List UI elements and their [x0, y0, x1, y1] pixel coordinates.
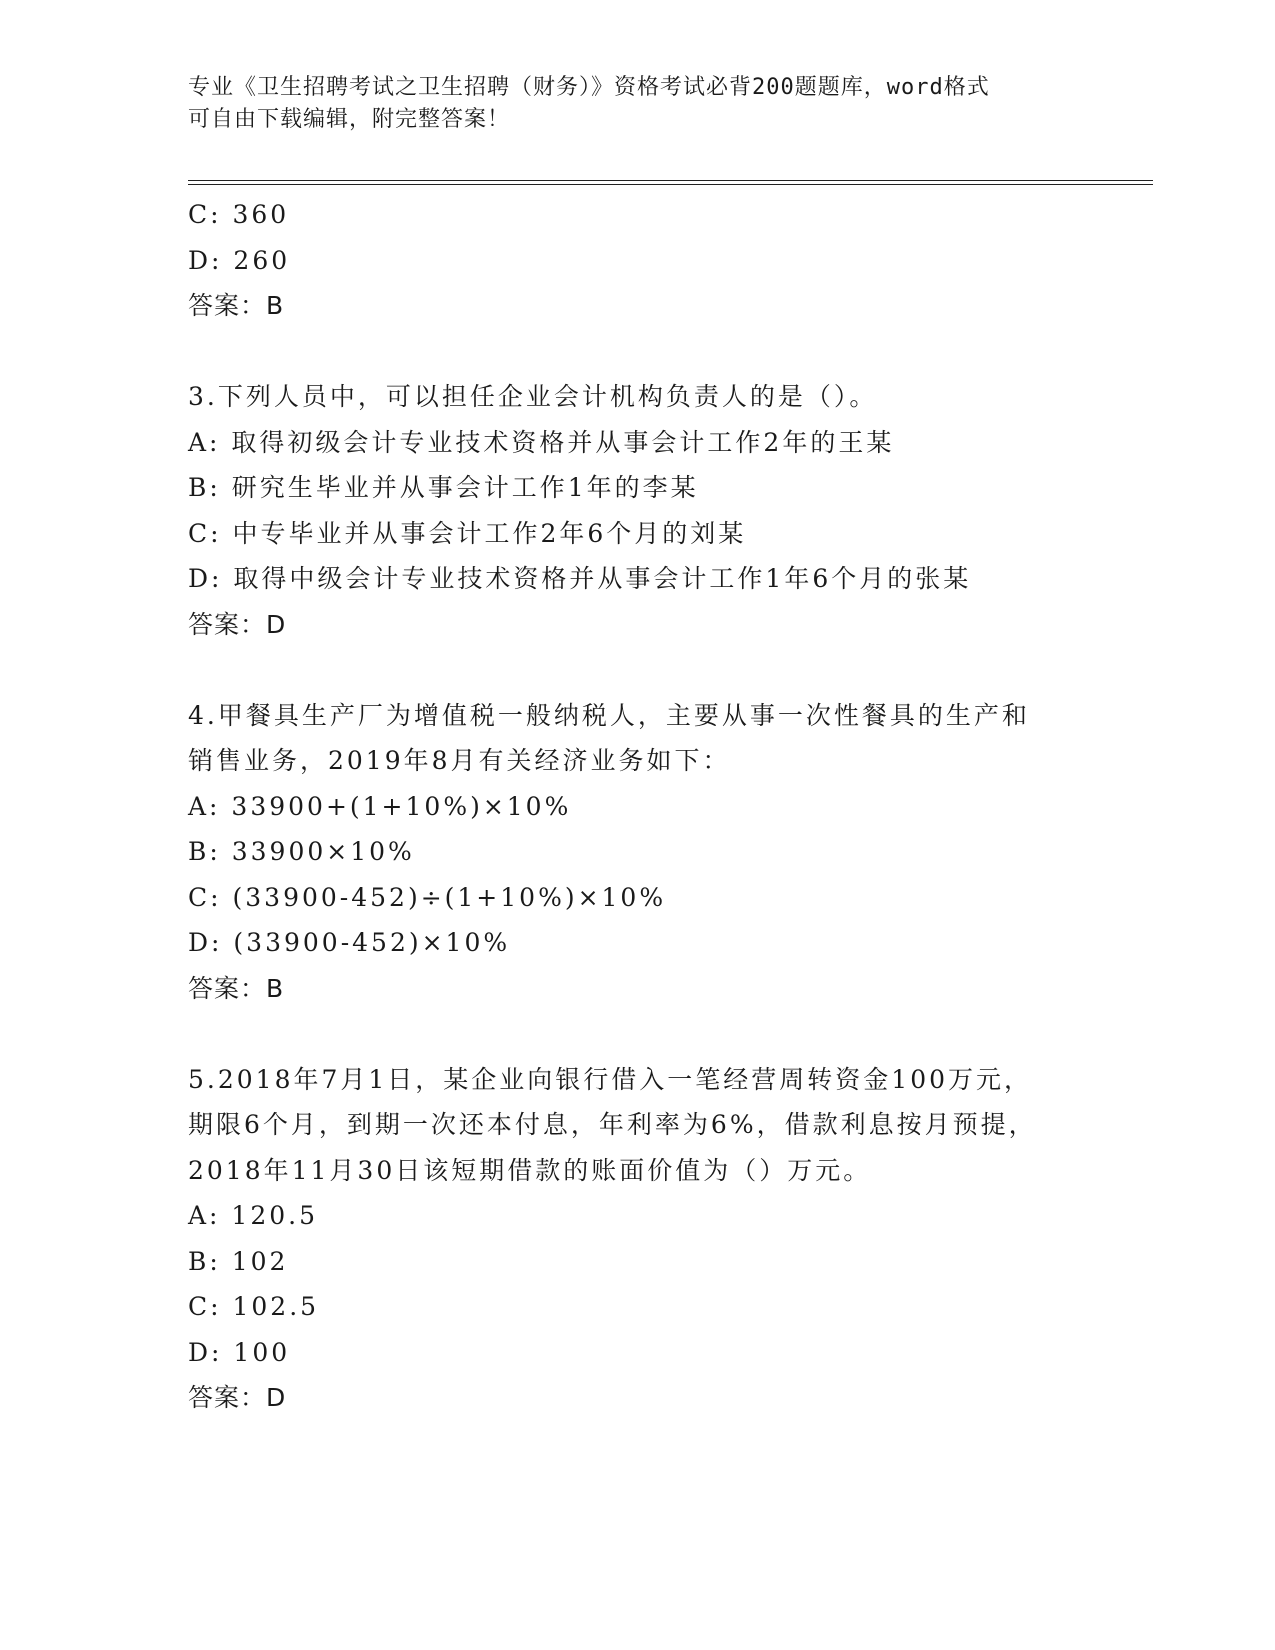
option-c: C: (33900-452)÷(1+10%)×10% — [188, 882, 667, 912]
header-divider-bottom — [188, 184, 1153, 185]
question-stem-line-1: 5.2018年7月1日，某企业向银行借入一笔经营周转资金100万元， — [188, 1064, 1033, 1094]
question-stem-line-1: 4.甲餐具生产厂为增值税一般纳税人，主要从事一次性餐具的生产和 — [188, 700, 1030, 730]
option-a: A: 120.5 — [188, 1201, 318, 1230]
option-d: D: 260 — [188, 245, 291, 275]
answer-line: 答案：D — [188, 1383, 287, 1412]
question-stem-line-3: 2018年11月30日该短期借款的账面价值为（）万元。 — [188, 1155, 872, 1185]
option-d: D: (33900-452)×10% — [188, 928, 511, 957]
question-stem: 3.下列人员中，可以担任企业会计机构负责人的是（）。 — [188, 382, 878, 411]
option-c: C: 102.5 — [188, 1292, 320, 1321]
option-d: D: 取得中级会计专业技术资格并从事会计工作1年6个月的张某 — [188, 564, 972, 593]
question-4 — [188, 693, 1138, 1012]
question-list — [188, 192, 1138, 1421]
header-title-line-1: 专业《卫生招聘考试之卫生招聘（财务）》资格考试必背200题题库，word格式 — [188, 75, 990, 100]
option-c: C: 中专毕业并从事会计工作2年6个月的刘某 — [188, 518, 747, 548]
option-b: B: 102 — [188, 1246, 289, 1276]
answer-line: 答案：B — [188, 291, 285, 320]
question-stem-line-2: 期限6个月，到期一次还本付息，年利率为6%，借款利息按月预提， — [188, 1110, 1037, 1139]
option-a: A: 取得初级会计专业技术资格并从事会计工作2年的王某 — [188, 427, 895, 457]
option-d: D: 100 — [188, 1337, 291, 1367]
header-title-line-2: 可自由下载编辑，附完整答案！ — [188, 107, 511, 132]
question-5 — [188, 1057, 1138, 1421]
option-b: B: 33900×10% — [188, 837, 415, 866]
option-c: C: 360 — [188, 200, 290, 229]
question-3 — [188, 374, 1138, 647]
header-divider-top — [188, 180, 1153, 181]
option-b: B: 研究生毕业并从事会计工作1年的李某 — [188, 473, 699, 502]
document-header — [188, 72, 1088, 136]
question-2-tail — [188, 192, 1138, 329]
option-a: A: 33900+(1+10%)×10% — [188, 791, 572, 821]
question-stem-line-2: 销售业务，2019年8月有关经济业务如下： — [188, 746, 731, 775]
answer-line: 答案：D — [188, 609, 287, 639]
answer-line: 答案：B — [188, 973, 285, 1003]
spacer — [188, 647, 1138, 693]
spacer — [188, 1011, 1138, 1057]
spacer — [188, 329, 1138, 375]
